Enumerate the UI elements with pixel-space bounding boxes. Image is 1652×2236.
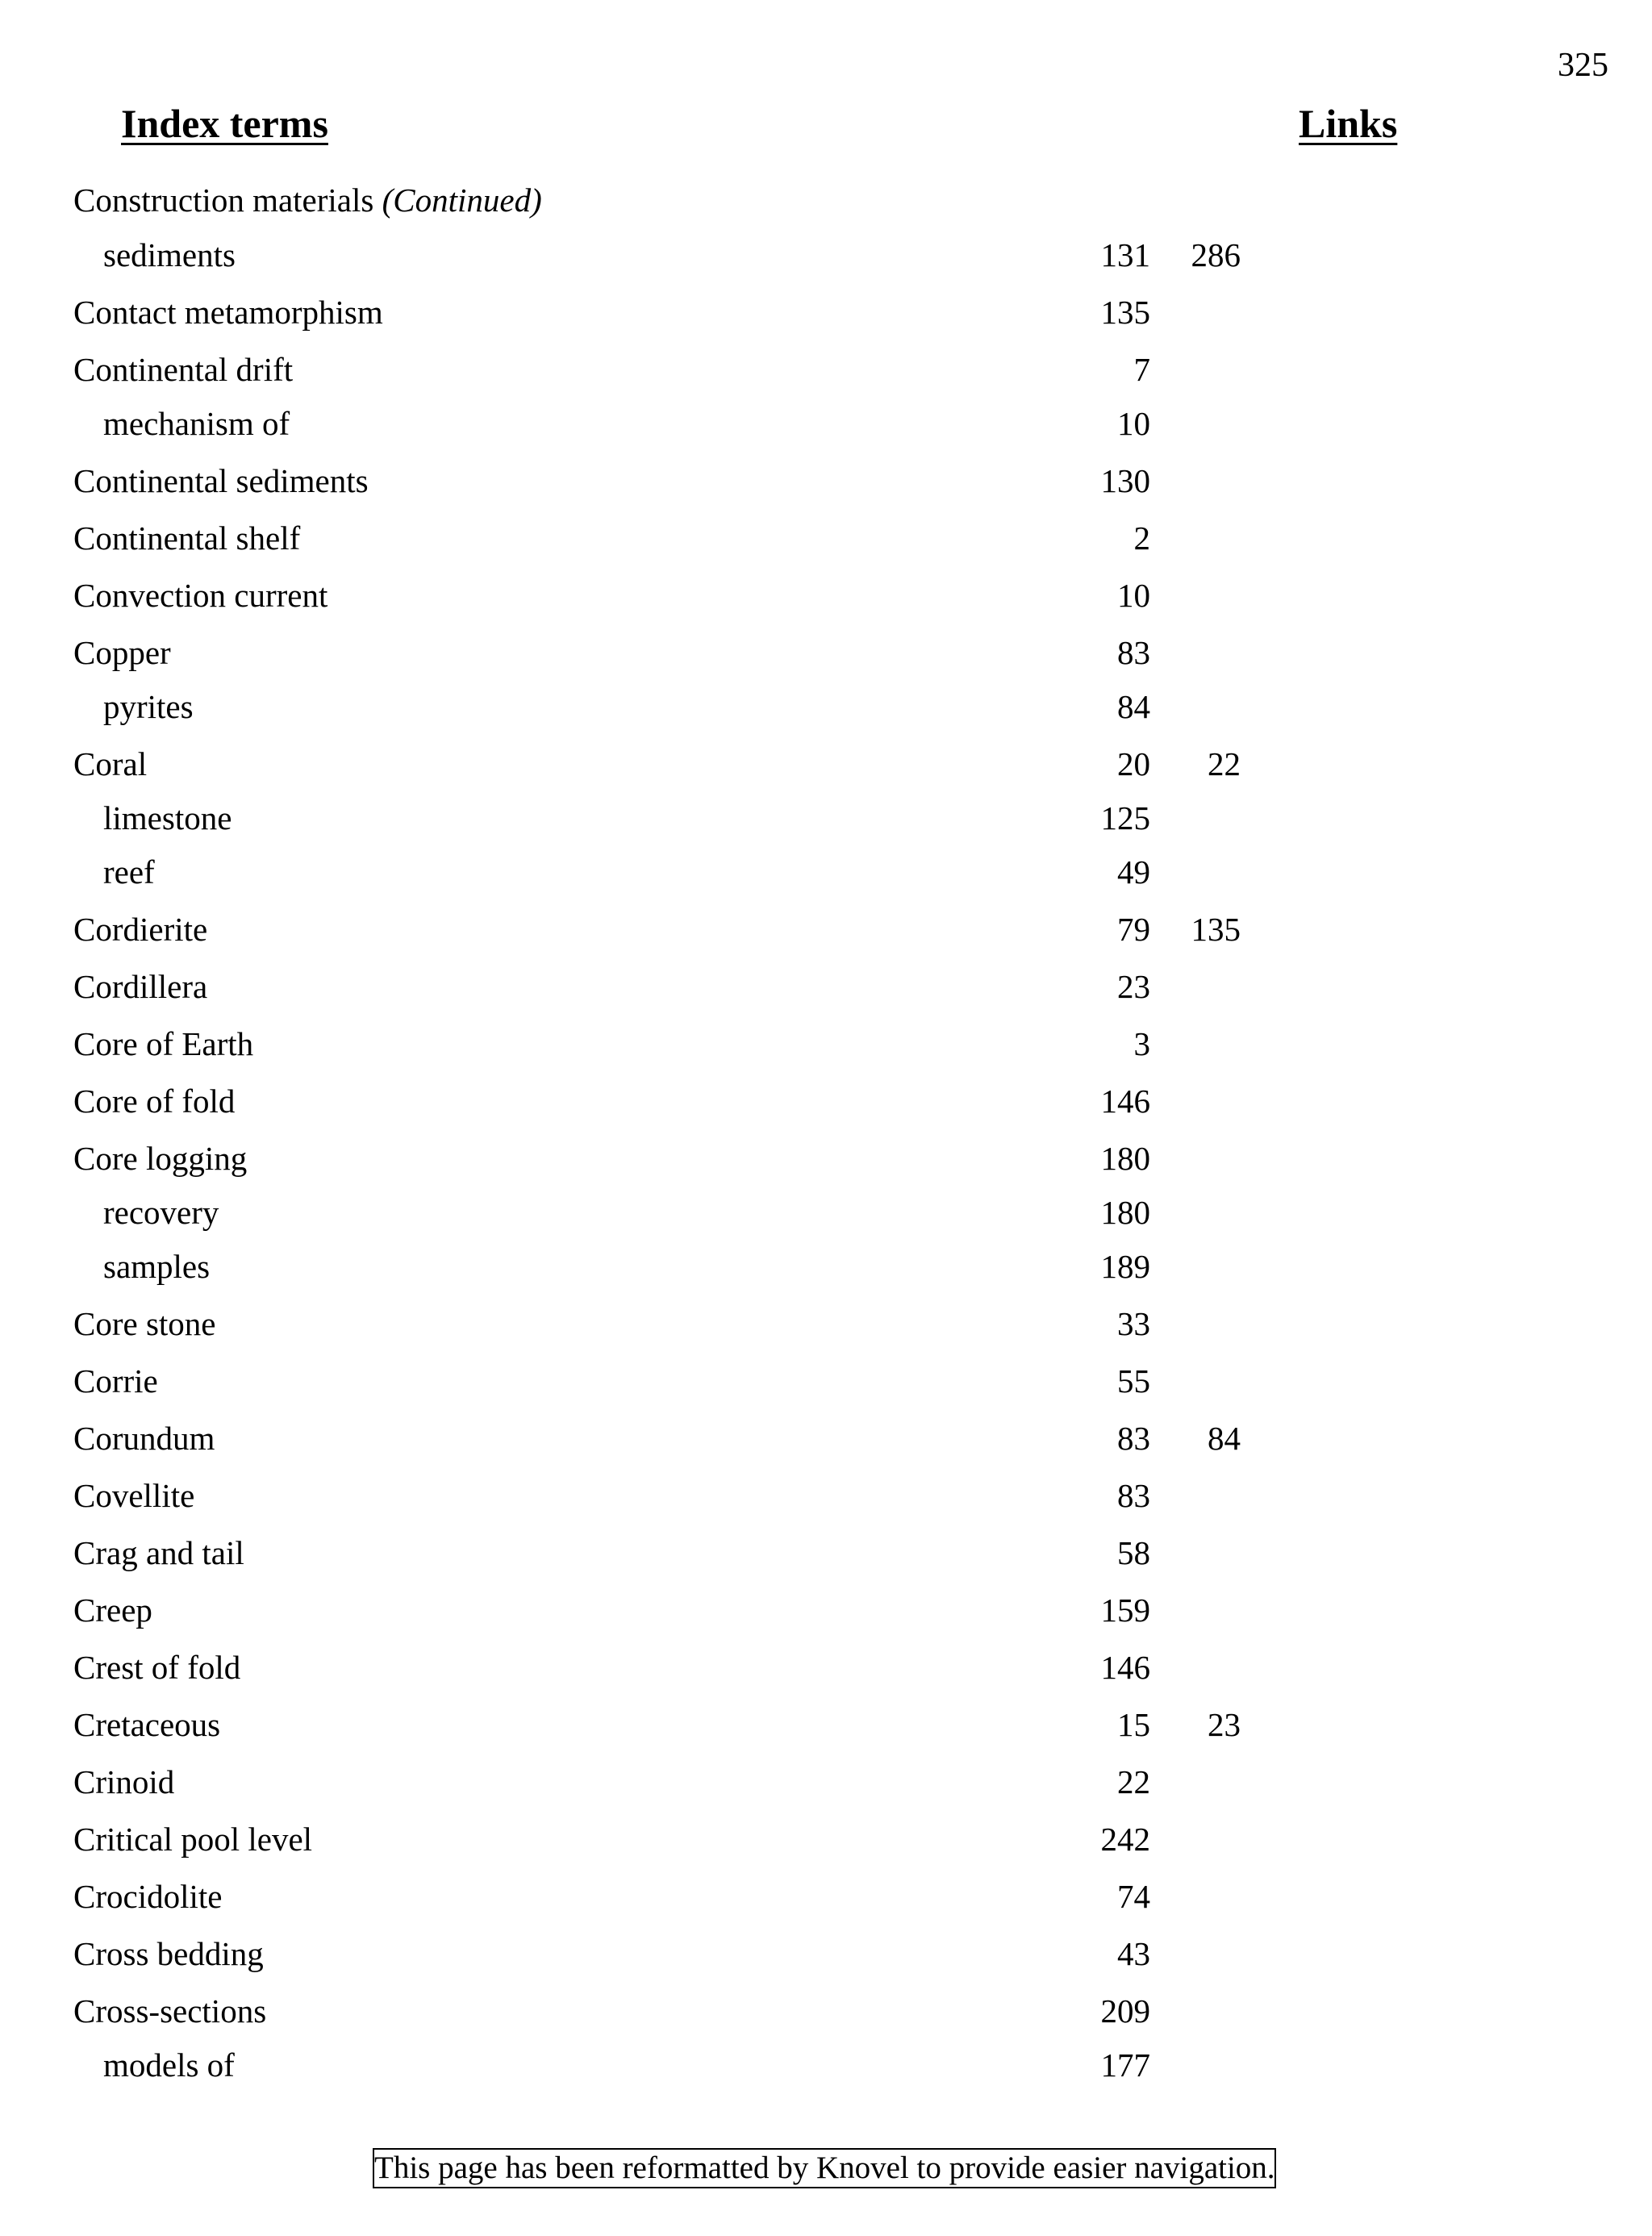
page-link[interactable]: 130	[1100, 462, 1150, 499]
index-term: recovery	[103, 1194, 219, 1231]
page-link[interactable]: 2	[1133, 519, 1150, 557]
page-link[interactable]: 58	[1117, 1534, 1150, 1571]
page-link[interactable]: 189	[1100, 1248, 1150, 1285]
page-link[interactable]: 135	[1100, 294, 1150, 331]
index-subentry	[0, 1242, 1652, 1291]
page-link[interactable]: 84	[1208, 1420, 1241, 1457]
knovel-footer-note: This page has been reformatted by Knovel to provide easier navigation.	[373, 2148, 1276, 2188]
index-term: limestone	[103, 799, 232, 836]
page-number: 325	[1558, 47, 1608, 84]
index-subentry	[0, 848, 1652, 896]
page-link[interactable]: 7	[1133, 351, 1150, 388]
page-link[interactable]: 3	[1133, 1025, 1150, 1062]
index-entry	[0, 457, 1652, 505]
index-entry	[0, 571, 1652, 619]
index-term: sediments	[103, 236, 236, 273]
index-term: Coral	[73, 745, 148, 782]
index-term: Crinoid	[73, 1763, 175, 1800]
index-term: Core of Earth	[73, 1025, 254, 1062]
index-subentry	[0, 794, 1652, 842]
index-subentry	[0, 399, 1652, 448]
page-link[interactable]: 23	[1208, 1706, 1241, 1743]
page-link[interactable]: 180	[1100, 1194, 1150, 1231]
index-entry	[0, 628, 1652, 677]
index-term: Convection current	[73, 577, 328, 614]
page-link[interactable]: 84	[1117, 688, 1150, 725]
page-link[interactable]: 286	[1191, 236, 1241, 273]
page-link[interactable]: 135	[1191, 911, 1241, 948]
index-term: Corundum	[73, 1420, 215, 1457]
index-term: Continental shelf	[73, 519, 301, 557]
index-entry	[0, 905, 1652, 953]
index-term: Contact metamorphism	[73, 294, 383, 331]
index-term: mechanism of	[103, 405, 290, 442]
index-entry	[0, 1987, 1652, 2035]
index-subentry	[0, 2041, 1652, 2089]
index-term: Cordierite	[73, 911, 208, 948]
index-entry	[0, 1643, 1652, 1692]
index-entry	[0, 740, 1652, 788]
index-term: Core stone	[73, 1305, 216, 1342]
index-entry	[0, 1357, 1652, 1405]
index-term: Cross-sections	[73, 1992, 267, 2030]
page-link[interactable]: 55	[1117, 1362, 1150, 1400]
page-link[interactable]: 22	[1117, 1763, 1150, 1800]
page-link[interactable]: 74	[1117, 1878, 1150, 1915]
page-link[interactable]: 43	[1117, 1935, 1150, 1972]
page-link[interactable]: 159	[1100, 1591, 1150, 1629]
page-link[interactable]: 209	[1100, 1992, 1150, 2030]
index-entry	[0, 962, 1652, 1011]
index-subentry	[0, 1188, 1652, 1237]
index-term: Cross bedding	[73, 1935, 264, 1972]
index-term: Core logging	[73, 1140, 248, 1177]
page-link[interactable]: 131	[1100, 236, 1150, 273]
page-link[interactable]: 33	[1117, 1305, 1150, 1342]
links-heading: Links	[1299, 101, 1398, 146]
index-entry-continued	[0, 176, 1652, 224]
index-subentry	[0, 231, 1652, 279]
index-entry	[0, 1529, 1652, 1577]
page-link[interactable]: 10	[1117, 405, 1150, 442]
index-entry	[0, 1586, 1652, 1634]
continued-note: (Continued)	[382, 181, 542, 219]
index-term: models of	[103, 2046, 235, 2084]
page-link[interactable]: 83	[1117, 634, 1150, 671]
index-term: Critical pool level	[73, 1821, 313, 1858]
page-link[interactable]: 79	[1117, 911, 1150, 948]
index-term	[73, 176, 542, 224]
index-term: Continental drift	[73, 351, 294, 388]
index-term: Covellite	[73, 1477, 195, 1514]
index-entry	[0, 1134, 1652, 1183]
page-link[interactable]: 49	[1117, 853, 1150, 891]
index-entry	[0, 1872, 1652, 1921]
index-entry	[0, 1700, 1652, 1749]
index-term-text: Construction materials	[73, 181, 374, 219]
page-link[interactable]: 83	[1117, 1420, 1150, 1457]
index-entry	[0, 345, 1652, 394]
index-term: Continental sediments	[73, 462, 369, 499]
index-term: Corrie	[73, 1362, 158, 1400]
index-entry	[0, 514, 1652, 562]
page-link[interactable]: 177	[1100, 2046, 1150, 2084]
index-term: Creep	[73, 1591, 152, 1629]
index-term: Cretaceous	[73, 1706, 221, 1743]
index-entry	[0, 1758, 1652, 1806]
index-entry	[0, 1299, 1652, 1348]
index-term: Crocidolite	[73, 1878, 223, 1915]
index-term: samples	[103, 1248, 211, 1285]
index-terms-heading: Index terms	[121, 101, 328, 146]
index-subentry	[0, 682, 1652, 731]
page-link[interactable]: 22	[1208, 745, 1241, 782]
page-link[interactable]: 83	[1117, 1477, 1150, 1514]
page-link[interactable]: 180	[1100, 1140, 1150, 1177]
index-term: Core of fold	[73, 1083, 236, 1120]
index-term: Cordillera	[73, 968, 208, 1005]
page-link[interactable]: 15	[1117, 1706, 1150, 1743]
page-link[interactable]: 23	[1117, 968, 1150, 1005]
index-term: reef	[103, 853, 155, 891]
index-entry	[0, 1077, 1652, 1125]
index-term: Copper	[73, 634, 171, 671]
page-link[interactable]: 10	[1117, 577, 1150, 614]
index-entry	[0, 288, 1652, 336]
page-link[interactable]: 20	[1117, 745, 1150, 782]
index-entry	[0, 1020, 1652, 1068]
index-entry	[0, 1471, 1652, 1520]
index-term: Crest of fold	[73, 1649, 241, 1686]
index-entry	[0, 1929, 1652, 1978]
page-link[interactable]: 125	[1100, 799, 1150, 836]
page-link[interactable]: 146	[1100, 1083, 1150, 1120]
index-entry	[0, 1815, 1652, 1863]
index-term: Crag and tail	[73, 1534, 244, 1571]
page-link[interactable]: 242	[1100, 1821, 1150, 1858]
index-entry	[0, 1414, 1652, 1462]
index-term: pyrites	[103, 688, 194, 725]
page-link[interactable]: 146	[1100, 1649, 1150, 1686]
